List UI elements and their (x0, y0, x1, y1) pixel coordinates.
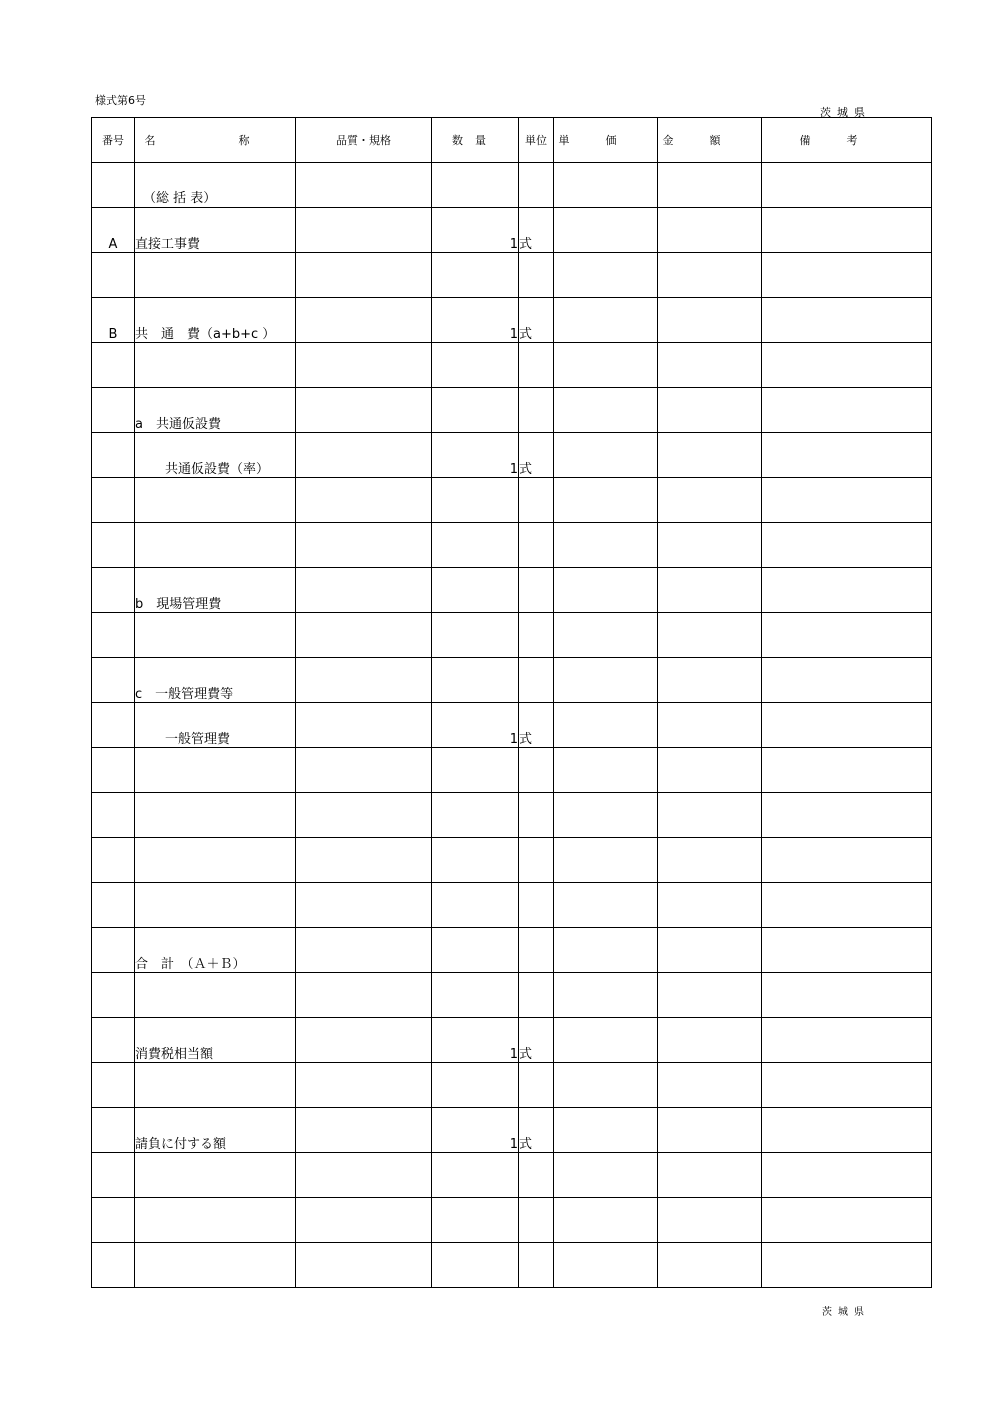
item-name-cell: 請負に付する額 (135, 1108, 296, 1153)
quantity-cell: 1 (432, 208, 519, 253)
quantity-cell (432, 523, 519, 568)
row-number-cell (92, 703, 135, 748)
remarks-cell (762, 388, 932, 433)
header-quantity: 数量 (432, 118, 519, 163)
item-name-cell (135, 1198, 296, 1243)
quantity-cell: 1 (432, 1018, 519, 1063)
unit-price-cell (554, 208, 658, 253)
header-unit: 単位 (519, 118, 554, 163)
unit-price-cell (554, 928, 658, 973)
spec-cell (296, 1063, 432, 1108)
unit-cell (519, 1243, 554, 1288)
amount-cell (658, 523, 762, 568)
spec-cell (296, 208, 432, 253)
spec-cell (296, 613, 432, 658)
remarks-cell (762, 523, 932, 568)
table-row (92, 433, 932, 478)
amount-cell (658, 748, 762, 793)
quantity-cell (432, 838, 519, 883)
unit-cell (519, 478, 554, 523)
unit-cell (519, 1153, 554, 1198)
header-amount: 金額 (658, 118, 762, 163)
unit-cell (519, 253, 554, 298)
quantity-cell (432, 613, 519, 658)
spec-cell (296, 568, 432, 613)
amount-cell (658, 658, 762, 703)
unit-price-cell (554, 658, 658, 703)
unit-cell: 式 (519, 703, 554, 748)
amount-cell (658, 478, 762, 523)
table-row (92, 658, 932, 703)
spec-cell (296, 1108, 432, 1153)
unit-price-cell (554, 883, 658, 928)
unit-cell (519, 973, 554, 1018)
unit-price-cell (554, 1018, 658, 1063)
item-name-cell (135, 1243, 296, 1288)
form-number: 様式第6号 (95, 94, 146, 107)
quantity-cell (432, 478, 519, 523)
unit-cell (519, 658, 554, 703)
row-number-cell (92, 568, 135, 613)
unit-cell (519, 388, 554, 433)
remarks-cell (762, 298, 932, 343)
spec-cell (296, 1198, 432, 1243)
unit-cell (519, 1063, 554, 1108)
table-row (92, 928, 932, 973)
quantity-cell (432, 568, 519, 613)
spec-cell (296, 748, 432, 793)
unit-price-cell (554, 523, 658, 568)
row-number-cell (92, 163, 135, 208)
unit-price-cell (554, 163, 658, 208)
row-number-cell (92, 1198, 135, 1243)
quantity-cell (432, 163, 519, 208)
item-name-cell: c 一般管理費等 (135, 658, 296, 703)
table-row (92, 793, 932, 838)
item-name-cell: a 共通仮設費 (135, 388, 296, 433)
unit-price-cell (554, 703, 658, 748)
row-number-cell (92, 478, 135, 523)
unit-price-cell (554, 298, 658, 343)
unit-cell (519, 523, 554, 568)
unit-price-cell (554, 1153, 658, 1198)
amount-cell (658, 1243, 762, 1288)
prefecture-label-bottom: 茨城県 (822, 1307, 870, 1318)
estimate-summary-table (91, 117, 932, 1288)
item-name-cell: 消費税相当額 (135, 1018, 296, 1063)
unit-cell (519, 568, 554, 613)
spec-cell (296, 973, 432, 1018)
table-body (92, 163, 932, 1288)
item-name-cell (135, 1063, 296, 1108)
remarks-cell (762, 703, 932, 748)
spec-cell (296, 433, 432, 478)
row-number-cell (92, 973, 135, 1018)
remarks-cell (762, 433, 932, 478)
unit-price-cell (554, 748, 658, 793)
item-name-cell (135, 343, 296, 388)
table-row (92, 1153, 932, 1198)
spec-cell (296, 343, 432, 388)
quantity-cell: 1 (432, 298, 519, 343)
remarks-cell (762, 1108, 932, 1153)
row-number-cell (92, 1243, 135, 1288)
unit-price-cell (554, 253, 658, 298)
remarks-cell (762, 163, 932, 208)
unit-cell (519, 793, 554, 838)
item-name-cell: 直接工事費 (135, 208, 296, 253)
quantity-cell (432, 1153, 519, 1198)
unit-price-cell (554, 613, 658, 658)
remarks-cell (762, 208, 932, 253)
unit-cell (519, 343, 554, 388)
row-number-cell (92, 388, 135, 433)
item-name-cell: 一般管理費 (135, 703, 296, 748)
table-row (92, 523, 932, 568)
amount-cell (658, 208, 762, 253)
quantity-cell (432, 388, 519, 433)
remarks-cell (762, 838, 932, 883)
unit-cell (519, 613, 554, 658)
row-number-cell: B (92, 298, 135, 343)
unit-cell: 式 (519, 208, 554, 253)
quantity-cell: 1 (432, 703, 519, 748)
table-row (92, 478, 932, 523)
row-number-cell (92, 433, 135, 478)
amount-cell (658, 793, 762, 838)
item-name-cell (135, 973, 296, 1018)
quantity-cell (432, 1243, 519, 1288)
unit-price-cell (554, 1108, 658, 1153)
spec-cell (296, 928, 432, 973)
row-number-cell (92, 928, 135, 973)
header-name: 名 称 (135, 118, 296, 163)
unit-price-cell (554, 793, 658, 838)
prefecture-label-top: 茨城県 (820, 106, 871, 119)
remarks-cell (762, 1243, 932, 1288)
row-number-cell (92, 838, 135, 883)
item-name-cell (135, 253, 296, 298)
table-row (92, 163, 932, 208)
quantity-cell (432, 253, 519, 298)
remarks-cell (762, 253, 932, 298)
table-row (92, 253, 932, 298)
row-number-cell (92, 1108, 135, 1153)
remarks-cell (762, 928, 932, 973)
row-number-cell (92, 793, 135, 838)
quantity-cell (432, 343, 519, 388)
table-row (92, 298, 932, 343)
amount-cell (658, 838, 762, 883)
header-row (92, 118, 932, 163)
table-row (92, 1018, 932, 1063)
item-name-cell (135, 793, 296, 838)
table-row (92, 343, 932, 388)
table-row (92, 613, 932, 658)
unit-cell: 式 (519, 433, 554, 478)
table-row (92, 838, 932, 883)
unit-price-cell (554, 433, 658, 478)
row-number-cell (92, 343, 135, 388)
table-row (92, 1243, 932, 1288)
table-row (92, 883, 932, 928)
item-name-cell (135, 748, 296, 793)
unit-price-cell (554, 1063, 658, 1108)
amount-cell (658, 1108, 762, 1153)
amount-cell (658, 388, 762, 433)
amount-cell (658, 163, 762, 208)
item-name-cell: 共 通 費（a+b+c ） (135, 298, 296, 343)
quantity-cell: 1 (432, 433, 519, 478)
row-number-cell (92, 523, 135, 568)
remarks-cell (762, 343, 932, 388)
unit-cell (519, 883, 554, 928)
table-row (92, 568, 932, 613)
quantity-cell (432, 658, 519, 703)
table-row (92, 973, 932, 1018)
table-row (92, 208, 932, 253)
unit-cell: 式 (519, 1018, 554, 1063)
spec-cell (296, 1243, 432, 1288)
unit-price-cell (554, 388, 658, 433)
header-remarks: 備考 (762, 118, 932, 163)
item-name-cell: （総 括 表） (135, 163, 296, 208)
unit-price-cell (554, 568, 658, 613)
amount-cell (658, 1198, 762, 1243)
item-name-cell (135, 883, 296, 928)
unit-price-cell (554, 838, 658, 883)
table-row (92, 1108, 932, 1153)
row-number-cell (92, 883, 135, 928)
table-row (92, 1198, 932, 1243)
remarks-cell (762, 748, 932, 793)
item-name-cell (135, 838, 296, 883)
remarks-cell (762, 568, 932, 613)
quantity-cell (432, 928, 519, 973)
remarks-cell (762, 613, 932, 658)
row-number-cell: A (92, 208, 135, 253)
item-name-cell (135, 523, 296, 568)
quantity-cell (432, 1063, 519, 1108)
row-number-cell (92, 748, 135, 793)
spec-cell (296, 253, 432, 298)
spec-cell (296, 1153, 432, 1198)
amount-cell (658, 613, 762, 658)
amount-cell (658, 1063, 762, 1108)
remarks-cell (762, 973, 932, 1018)
item-name-cell (135, 1153, 296, 1198)
row-number-cell (92, 1063, 135, 1108)
unit-price-cell (554, 478, 658, 523)
unit-cell (519, 928, 554, 973)
remarks-cell (762, 883, 932, 928)
spec-cell (296, 793, 432, 838)
remarks-cell (762, 478, 932, 523)
item-name-cell (135, 613, 296, 658)
unit-price-cell (554, 343, 658, 388)
spec-cell (296, 523, 432, 568)
amount-cell (658, 928, 762, 973)
row-number-cell (92, 1018, 135, 1063)
header-unit-price: 単価 (554, 118, 658, 163)
row-number-cell (92, 1153, 135, 1198)
unit-price-cell (554, 1243, 658, 1288)
amount-cell (658, 1018, 762, 1063)
amount-cell (658, 973, 762, 1018)
amount-cell (658, 253, 762, 298)
amount-cell (658, 1153, 762, 1198)
amount-cell (658, 298, 762, 343)
spec-cell (296, 703, 432, 748)
spec-cell (296, 1018, 432, 1063)
remarks-cell (762, 658, 932, 703)
spec-cell (296, 658, 432, 703)
remarks-cell (762, 1198, 932, 1243)
unit-cell (519, 1198, 554, 1243)
row-number-cell (92, 613, 135, 658)
quantity-cell (432, 793, 519, 838)
amount-cell (658, 703, 762, 748)
unit-cell (519, 163, 554, 208)
item-name-cell: 共通仮設費（率） (135, 433, 296, 478)
quantity-cell: 1 (432, 1108, 519, 1153)
quantity-cell (432, 1198, 519, 1243)
table-row (92, 703, 932, 748)
header-no: 番号 (92, 118, 135, 163)
amount-cell (658, 568, 762, 613)
table-row (92, 1063, 932, 1108)
amount-cell (658, 883, 762, 928)
remarks-cell (762, 1153, 932, 1198)
remarks-cell (762, 793, 932, 838)
amount-cell (658, 343, 762, 388)
quantity-cell (432, 973, 519, 1018)
item-name-cell (135, 478, 296, 523)
unit-cell: 式 (519, 298, 554, 343)
spec-cell (296, 298, 432, 343)
amount-cell (658, 433, 762, 478)
item-name-cell: 合 計 （Ａ＋Ｂ） (135, 928, 296, 973)
unit-price-cell (554, 973, 658, 1018)
unit-cell (519, 838, 554, 883)
row-number-cell (92, 658, 135, 703)
spec-cell (296, 838, 432, 883)
quantity-cell (432, 748, 519, 793)
header-spec: 品質・規格 (296, 118, 432, 163)
unit-price-cell (554, 1198, 658, 1243)
remarks-cell (762, 1018, 932, 1063)
remarks-cell (762, 1063, 932, 1108)
spec-cell (296, 883, 432, 928)
row-number-cell (92, 253, 135, 298)
spec-cell (296, 163, 432, 208)
table-row (92, 748, 932, 793)
unit-cell: 式 (519, 1108, 554, 1153)
quantity-cell (432, 883, 519, 928)
unit-cell (519, 748, 554, 793)
spec-cell (296, 388, 432, 433)
table-row (92, 388, 932, 433)
spec-cell (296, 478, 432, 523)
item-name-cell: b 現場管理費 (135, 568, 296, 613)
